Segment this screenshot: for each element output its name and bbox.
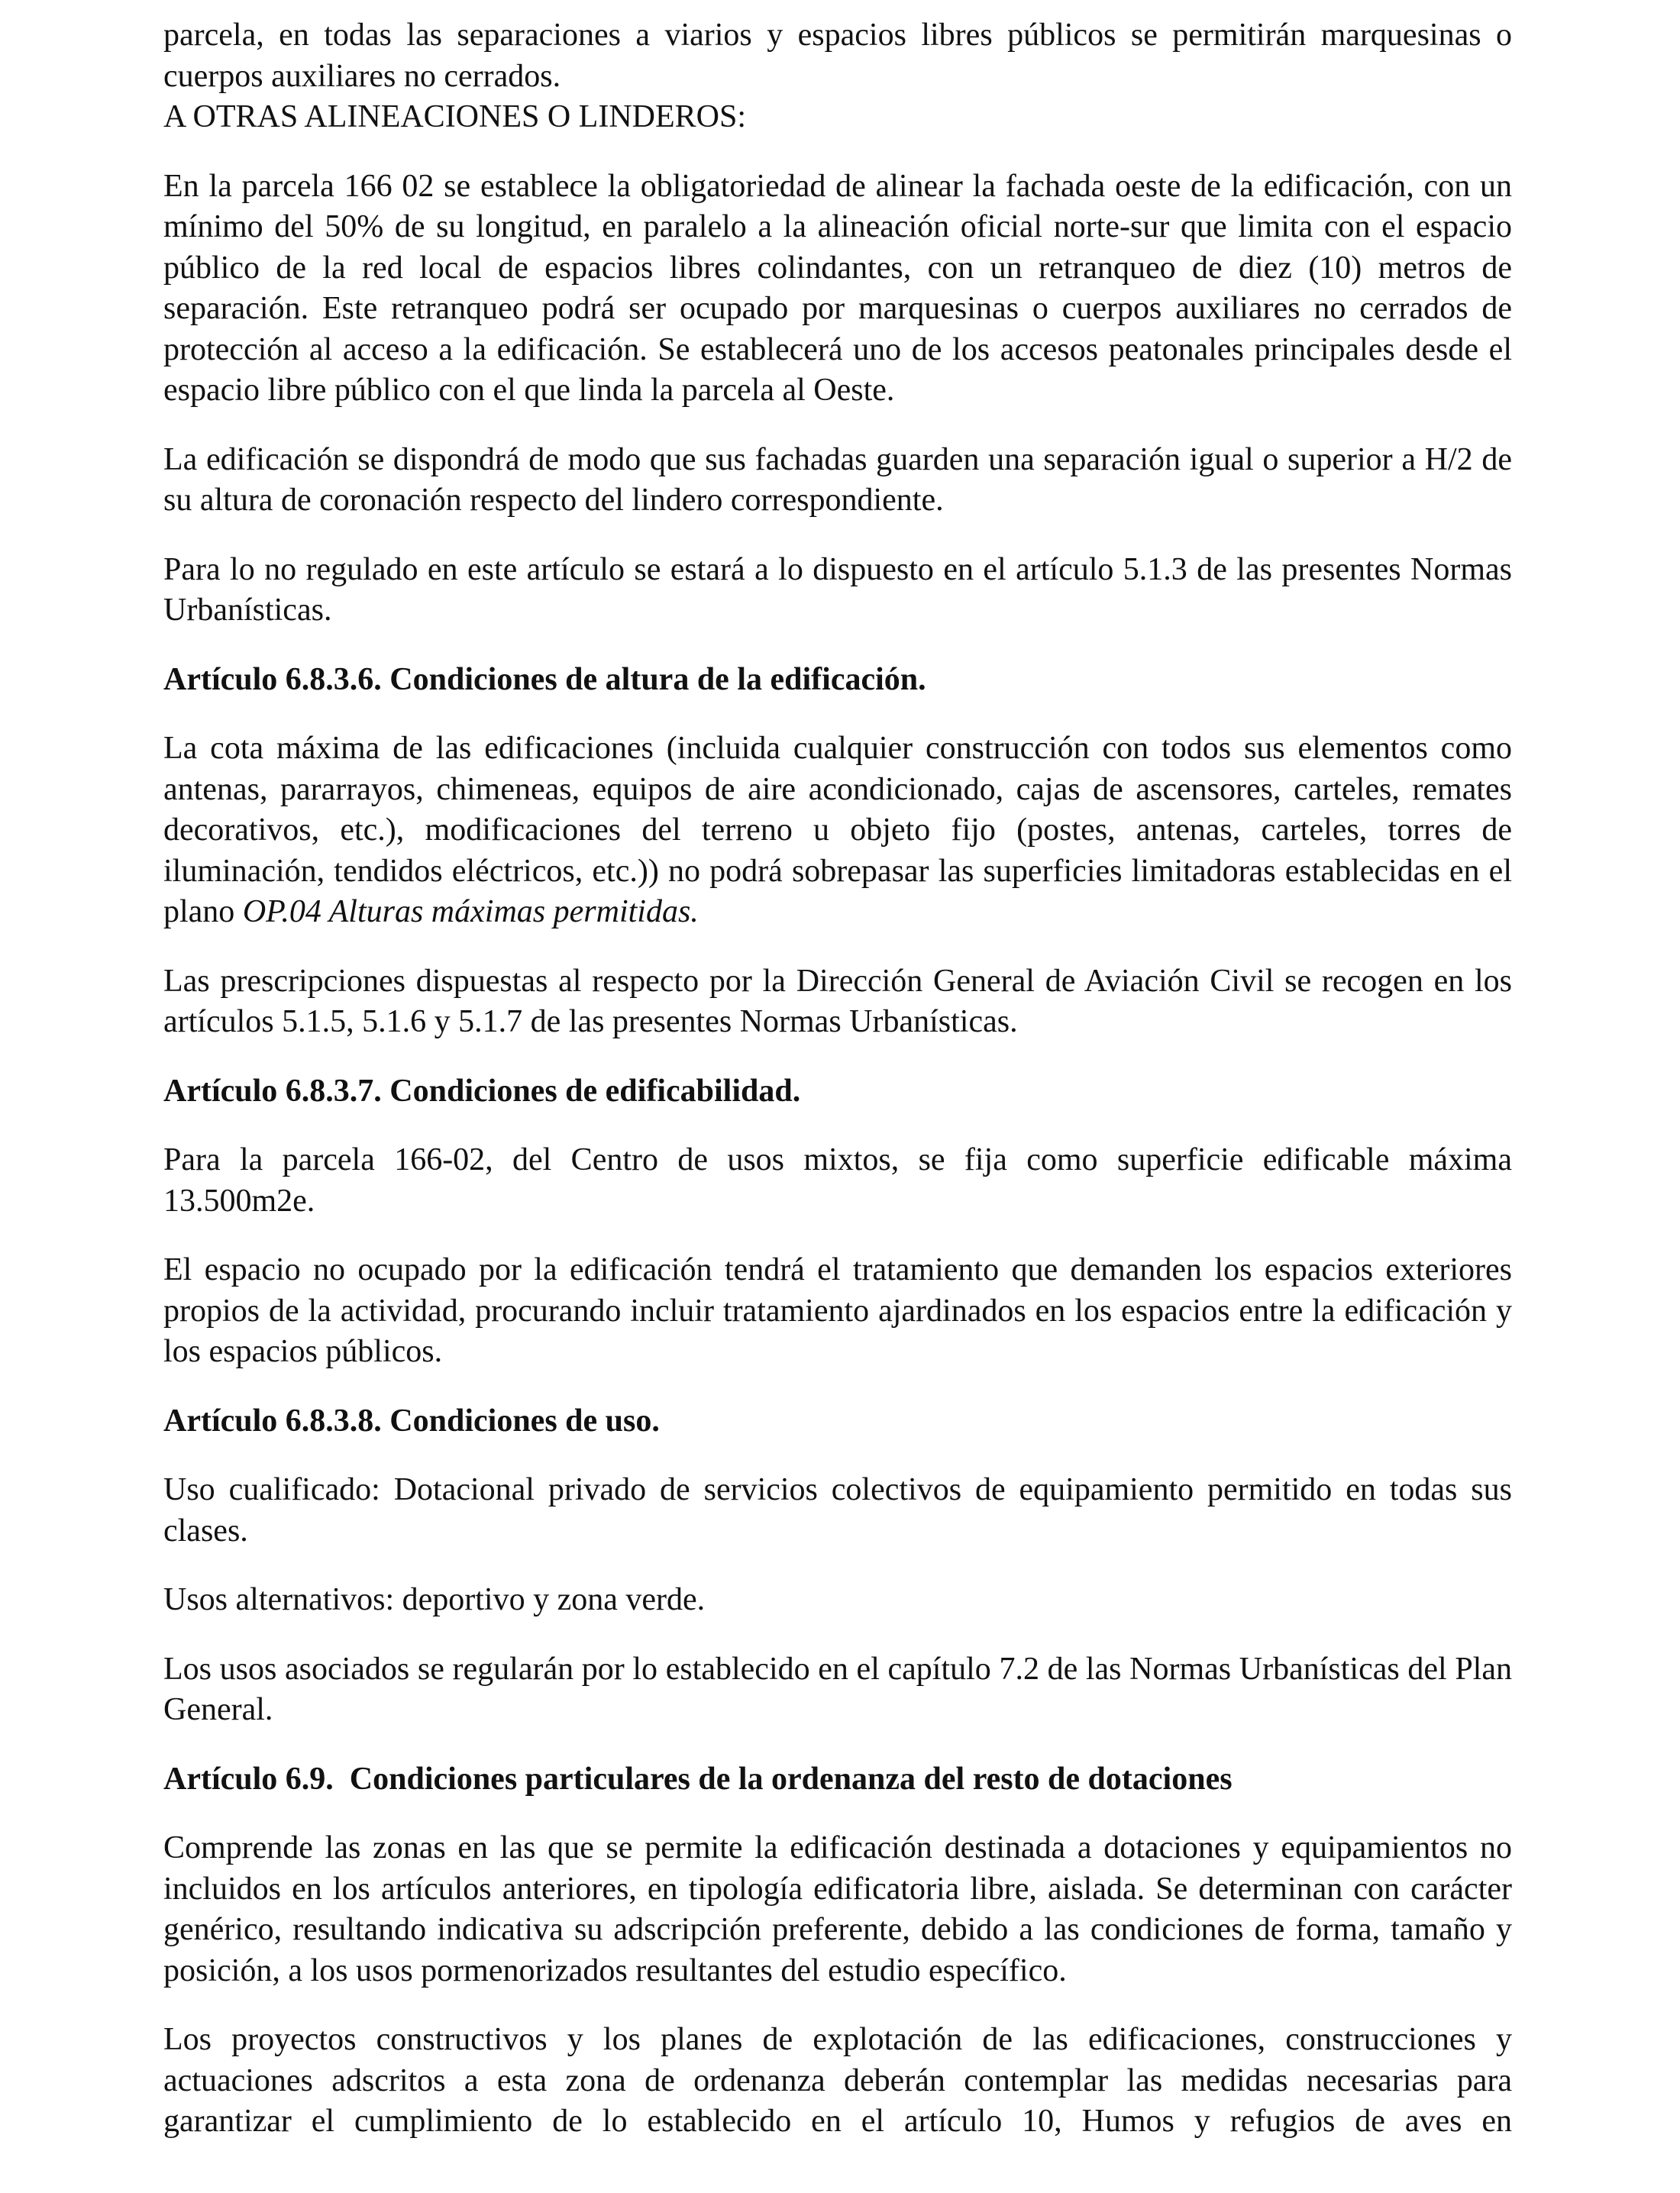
paragraph-prescripciones: Las prescripciones dispuestas al respecto por la Dirección General de Aviación Civil se recogen en los artículos 5.1.5, 5.1.6 y 5.1.7 de las presentes Normas Urbanísticas.: [163, 963, 1512, 1039]
paragraph-parcela-166-02: En la parcela 166 02 se establece la obligatoriedad de alinear la fachada oeste de la edificación, con un mínimo del 50% de su longitud, en paralelo a la alineación oficial norte-sur que limita con el espacio público de la red local de espacios libres colindantes, con un retranqueo de diez (10) metros de separación. Este retranqueo podrá ser ocupado por marquesinas o cuerpos auxiliares no cerrados de protección al acceso a la edificación. Se establecerá uno de los accesos peatonales principales desde el espacio libre público con el que linda la parcela al Oeste.: [163, 168, 1512, 408]
paragraph-cota-maxima: [163, 728, 1512, 933]
paragraph-separacion-h2: La edificación se dispondrá de modo que sus fachadas guarden una separación igual o superior a H/2 de su altura de coronación respecto del lindero correspondiente.: [163, 441, 1512, 518]
document-page: [163, 0, 1512, 2171]
paragraph-usos-alternativos: Usos alternativos: deportivo y zona verde.: [163, 1582, 706, 1617]
paragraph-cota-maxima-text: La cota máxima de las edificaciones (incluida cualquier construcción con todos sus elementos como antenas, pararrayos, chimeneas, equipos de aire acondicionado, cajas de ascensores, carteles, remates decorativos, etc.), modificaciones del terreno u objeto fijo (postes, antenas, carteles, torres de iluminación, tendidos eléctricos, etc.)) no podrá sobrepasar las superficies limitadoras establecidas en el plano: [163, 731, 1512, 929]
paragraph-proyectos-constructivos: Los proyectos constructivos y los planes de explotación de las edificaciones, construcciones y actuaciones adscritos a esta zona de ordenanza deberán contemplar las medidas necesarias para garantizar el cumplimiento de lo establecido en el artículo 10, Humos y refugios de aves en: [163, 2022, 1512, 2139]
paragraph-no-regulado: Para lo no regulado en este artículo se estará a lo dispuesto en el artículo 5.1.3 de las presentes Normas Urbanísticas.: [163, 551, 1512, 628]
subheading-otras-alineaciones: A OTRAS ALINEACIONES O LINDEROS:: [163, 99, 747, 134]
paragraph-parcela-166-02-edificable: Para la parcela 166-02, del Centro de usos mixtos, se fija como superficie edificable máxima 13.500m2e.: [163, 1142, 1512, 1219]
paragraph-continuation: parcela, en todas las separaciones a viarios y espacios libres públicos se permitirán marquesinas o cuerpos auxiliares no cerrados.: [163, 18, 1512, 94]
heading-articulo-6-8-3-6: Artículo 6.8.3.6. Condiciones de altura de la edificación.: [163, 661, 926, 697]
plan-reference-italic: OP.04 Alturas máximas permitidas.: [242, 894, 699, 929]
paragraph-comprende-zonas: Comprende las zonas en las que se permite la edificación destinada a dotaciones y equipamientos no incluidos en los artículos anteriores, en tipología edificatoria libre, aislada. Se determinan con carácter genérico, resultando indicativa su adscripción preferente, debido a las condiciones de forma, tamaño y posición, a los usos pormenorizados resultantes del estudio específico.: [163, 1830, 1512, 1988]
paragraph-uso-cualificado: Uso cualificado: Dotacional privado de servicios colectivos de equipamiento permitido en todas sus clases.: [163, 1472, 1512, 1549]
heading-articulo-6-8-3-8: Artículo 6.8.3.8. Condiciones de uso.: [163, 1403, 660, 1439]
heading-articulo-6-9: Artículo 6.9. Condiciones particulares de la ordenanza del resto de dotaciones: [163, 1761, 1233, 1797]
paragraph-usos-asociados: Los usos asociados se regularán por lo establecido en el capítulo 7.2 de las Normas Urbanísticas del Plan General.: [163, 1651, 1512, 1727]
paragraph-espacio-no-ocupado: El espacio no ocupado por la edificación tendrá el tratamiento que demanden los espacios exteriores propios de la actividad, procurando incluir tratamiento ajardinados en los espacios entre la edificación y los espacios públicos.: [163, 1252, 1512, 1369]
heading-articulo-6-8-3-7: Artículo 6.8.3.7. Condiciones de edificabilidad.: [163, 1073, 801, 1109]
